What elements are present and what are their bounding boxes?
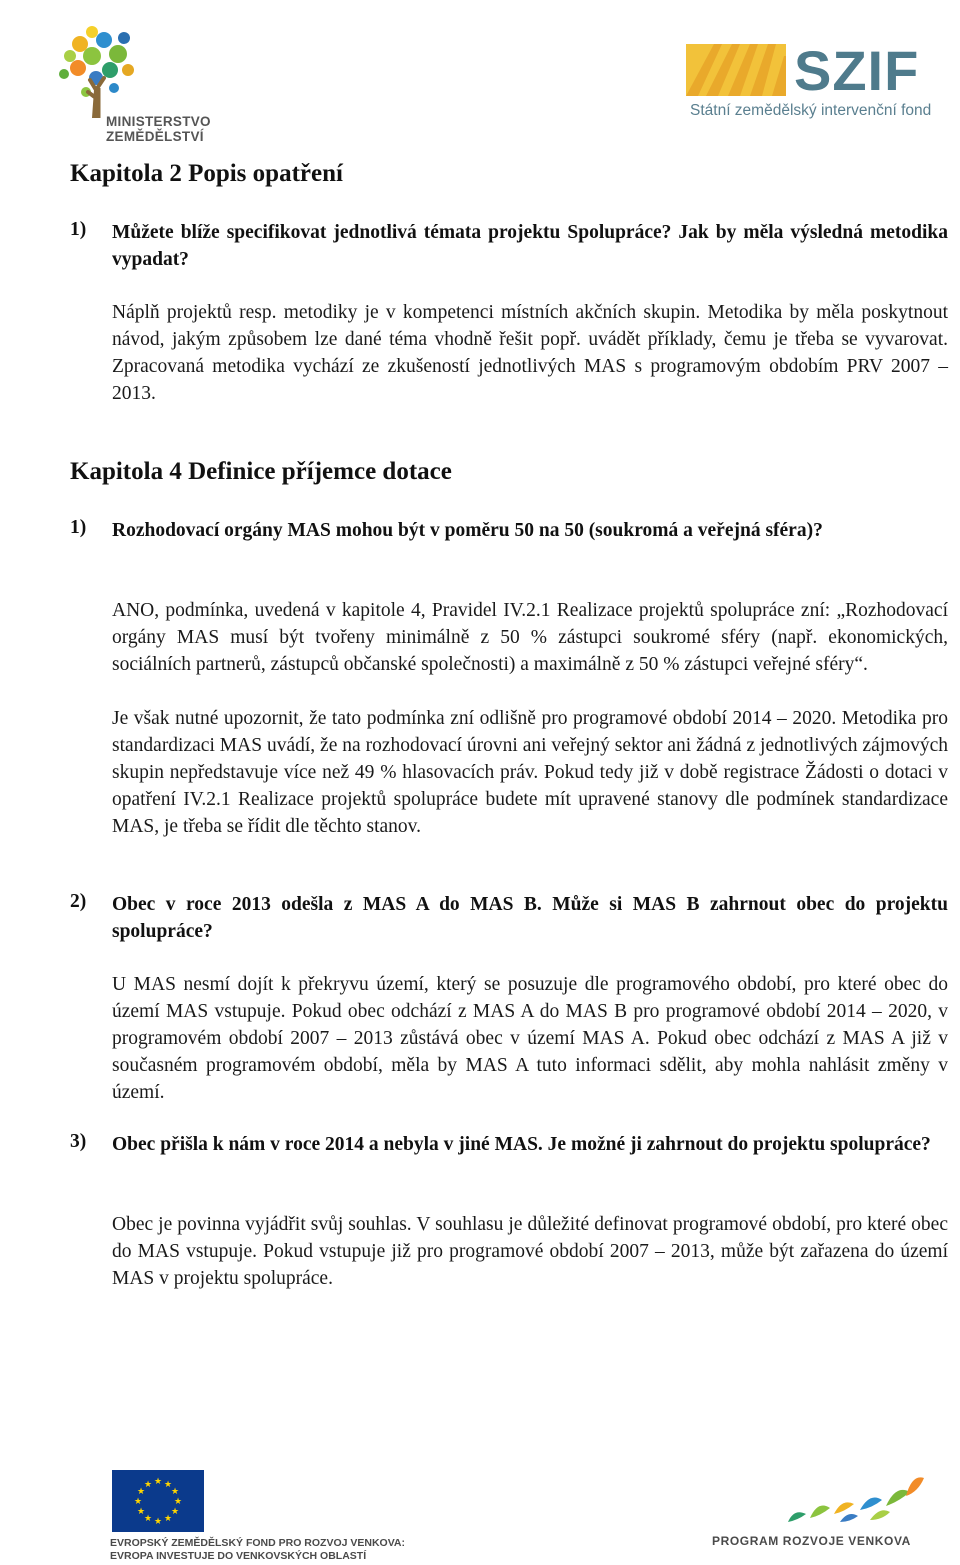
question-number: 1) [70,219,87,240]
eu-flag-icon [112,1470,204,1532]
svg-text:★: ★ [133,1497,143,1507]
leaves-icon [700,1470,930,1530]
szif-logo-word: SZIF [794,39,920,102]
szif-logo [686,39,958,124]
eafrd-line-2: EVROPA INVESTUJE DO VENKOVSKÝCH OBLASTÍ [110,1550,367,1562]
svg-text:★: ★ [170,1487,180,1497]
section-heading-chapter-2: Kapitola 2 Popis opatření [70,160,343,187]
question-text: Obec v roce 2013 odešla z MAS A do MAS B. Může si MAS B zahrnout obec do projektu spolupráce? [112,894,948,942]
ministry-of-agriculture-logo [52,18,312,144]
svg-text:★: ★ [136,1487,146,1497]
eafrd-logo [108,1470,406,1565]
answer-paragraph: U MAS nesmí dojít k překryvu území, který se posuzuje dle programového období, pro které obec do území MAS vstupuje. Pokud obec odchází z MAS A do MAS B pro programové období 2014 – 2020, v programovém období 2007 – 2013 zůstává obec v území MAS A. Pokud obec odchází z MAS A již v současném programovém období, měla by MAS A tuto informaci sdělit, aby mohla nahlásit změny v území. [112,974,948,1103]
question-text: Rozhodovací orgány MAS mohou být v poměru 50 na 50 (soukromá a veřejná sféra)? [112,520,823,541]
svg-text:★: ★ [153,1517,163,1527]
question-number: 1) [70,517,87,538]
svg-text:★: ★ [173,1497,183,1507]
svg-text:★: ★ [163,1480,173,1490]
svg-text:★: ★ [136,1507,146,1517]
question-text: Můžete blíže specifikovat jednotlivá témata projektu Spolupráce? Jak by měla výsledná metodika vypadat? [112,222,948,270]
answer-paragraph: Je však nutné upozornit, že tato podmínka zní odlišně pro programové období 2014 – 2020. Metodika pro standardizaci MAS uvádí, že na rozhodovací úrovni ani veřejný sektor ani žádná z jednotlivých zájmových skupin nepředstavuje více než 49 % hlasovacích práv. Pokud tedy již v době registrace Žádosti o dotaci v opatření IV.2.1 Realizace projektů spolupráce budete mít upravené stanovy dle podmínek standardizace MAS, je třeba se řídit dle těchto stanov. [112,708,948,837]
answer-paragraph: Náplň projektů resp. metodiky je v kompetenci místních akčních skupin. Metodika by měla poskytnout návod, jakým způsobem lze dané téma vhodně řešit popř. uvádět příklady, čemu je třeba se vyvarovat. Zpracovaná metodika vychází ze zkušeností jednotlivých MAS s programovým obdobím PRV 2007 – 2013. [112,302,948,404]
question-text: Obec přišla k nám v roce 2014 a nebyla v jiné MAS. Je možné ji zahrnout do projektu spolupráce? [112,1134,931,1155]
prv-logo-text: PROGRAM ROZVOJE VENKOVA [712,1534,911,1548]
svg-text:★: ★ [163,1514,173,1524]
section-heading-chapter-4: Kapitola 4 Definice příjemce dotace [70,458,452,485]
svg-text:★: ★ [143,1514,153,1524]
answer-paragraph: Obec je povinna vyjádřit svůj souhlas. V souhlasu je důležité definovat programové období, pro které obec do MAS vstupuje. Pokud vstupuje již pro programové období 2007 – 2013, může být zařazena do území MAS v projektu spolupráce. [112,1214,948,1289]
szif-logo-subtitle: Státní zemědělský intervenční fond [690,102,932,119]
rural-development-program-logo [700,1470,930,1560]
question-number: 3) [70,1131,87,1152]
tree-icon [52,18,312,118]
answer-paragraph: ANO, podmínka, uvedená v kapitole 4, Pravidel IV.2.1 Realizace projektů spolupráce zní: „Rozhodovací orgány MAS musí být tvořeny minimálně z 50 % zástupci soukromé sféry (např. ekonomických, sociálních partnerů, zástupců občanské společnosti) a maximálně z 50 % zástupci veřejné sféry“. [112,600,948,675]
eafrd-line-1: EVROPSKÝ ZEMĚDĚLSKÝ FOND PRO ROZVOJ VENKOVA: [110,1537,406,1549]
svg-text:★: ★ [170,1507,180,1517]
ministry-logo-text: MINISTERSTVO ZEMĚDĚLSTVÍ [106,114,211,144]
field-stripes-icon [686,44,786,96]
question-number: 2) [70,891,87,912]
svg-text:★: ★ [143,1480,153,1490]
svg-text:★: ★ [153,1477,163,1487]
eafrd-logo-text [110,1537,405,1563]
